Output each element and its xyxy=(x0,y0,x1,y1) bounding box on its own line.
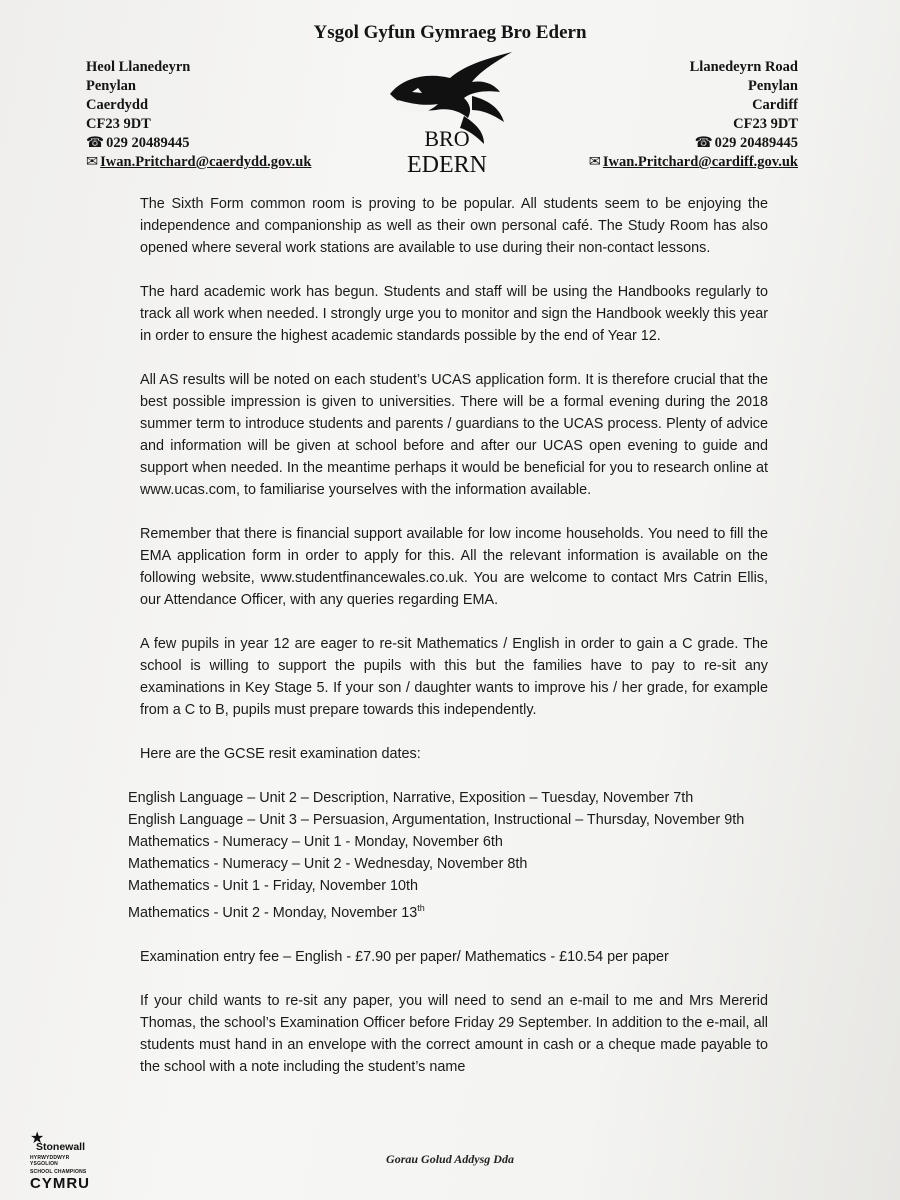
phone-number: 029 20489445 xyxy=(714,135,798,151)
email-link[interactable]: Iwan.Pritchard@caerdydd.gov.uk xyxy=(100,154,312,170)
stonewall-sub-english: SCHOOL CHAMPIONS xyxy=(30,1169,87,1175)
stonewall-name: Stonewall xyxy=(36,1141,86,1153)
address-line: Cardiff xyxy=(752,97,798,113)
address-line: Penylan xyxy=(86,78,136,94)
stonewall-country: CYMRU xyxy=(30,1175,90,1192)
exam-date-item xyxy=(128,897,768,924)
logo-text-bro: BRO xyxy=(424,126,470,151)
dates-intro: Here are the GCSE resit examination dates: xyxy=(140,746,421,762)
logo-text-edern: EDERN xyxy=(407,152,487,178)
address-line: CF23 9DT xyxy=(86,116,151,132)
address-line: Llanedeyrn Road xyxy=(689,59,798,75)
exam-date-item: English Language – Unit 3 – Persuasion, Argumentation, Instructional – Thursday, November 9th xyxy=(128,812,745,828)
mail-icon: ✉ xyxy=(86,154,99,170)
address-line: Caerdydd xyxy=(86,97,149,113)
paragraph-ema: Remember that there is financial support available for low income households. You need to fill the EMA application form in order to apply for this. All the relevant information is available on the following website, www.studentfinancewales.co.uk. You are welcome to contact Mrs Catrin Ellis, our Attendance Officer, with any queries regarding EMA. xyxy=(140,526,768,608)
paragraph-resit: A few pupils in year 12 are eager to re-sit Mathematics / English in order to gain a C grade. The school is willing to support the pupils with this but the families have to pay to re-sit any examinations in Key Stage 5. If your son / daughter wants to improve his / her grade, for example from a C to B, pupils must prepare towards this independently. xyxy=(140,636,768,718)
school-motto: Gorau Golud Addysg Dda xyxy=(386,1152,514,1166)
letter-body xyxy=(128,193,768,1100)
exam-date-item: Mathematics - Numeracy – Unit 1 - Monday, November 6th xyxy=(128,834,503,850)
welsh-address-block xyxy=(86,58,311,172)
phone-line xyxy=(589,134,798,153)
phone-line xyxy=(86,134,311,153)
paragraph-common-room: The Sixth Form common room is proving to be popular. All students seem to be enjoying the independence and companionship as well as their own personal café. The Study Room has also opened where several work stations are available to use during their non-contact lessons. xyxy=(140,196,768,256)
entry-fee: Examination entry fee – English - £7.90 per paper/ Mathematics - £10.54 per paper xyxy=(140,948,669,965)
telephone-icon: ☎ xyxy=(694,135,713,151)
paragraph-handbooks: The hard academic work has begun. Students and staff will be using the Handbooks regularly to track all work when needed. I strongly urge you to monitor and sign the Handbook weekly this year in order to ensure the highest academic standards possible by the end of Year 12. xyxy=(140,284,768,344)
email-link[interactable]: Iwan.Pritchard@cardiff.gov.uk xyxy=(602,154,798,170)
exam-date-item: English Language – Unit 2 – Description, Narrative, Exposition – Tuesday, November 7th xyxy=(128,790,694,806)
bro-edern-logo xyxy=(372,44,522,184)
paragraph-resit-instructions: If your child wants to re-sit any paper, you will need to send an e-mail to me and Mrs Mererid Thomas, the school’s Examination Officer before Friday 29 September. In addition to the e-mail, all students must hand in an envelope with the correct amount in cash or a cheque made payable to the school with a note including the student’s name xyxy=(140,992,768,1075)
english-address-block xyxy=(589,58,798,172)
stonewall-sub-welsh: HYRWYDDWYR YSGOLION xyxy=(30,1155,70,1167)
address-line: Penylan xyxy=(748,78,798,94)
star-icon: ★ xyxy=(30,1130,45,1147)
address-line: Heol Llanedeyrn xyxy=(86,59,191,75)
exam-dates-list xyxy=(128,787,768,924)
school-name: Ysgol Gyfun Gymraeg Bro Edern xyxy=(313,22,587,43)
exam-date-item: Mathematics - Unit 1 - Friday, November 10th xyxy=(128,878,419,894)
email-line xyxy=(589,153,798,172)
exam-date-text: Mathematics - Unit 2 - Monday, November 13 xyxy=(128,904,418,921)
paragraph-ucas: All AS results will be noted on each student’s UCAS application form. It is therefore crucial that the best possible impression is given to universities. There will be a formal evening during the 2018 summer term to introduce students and parents / guardians to the UCAS process. Plenty of advice and information will be given at school before and after our UCAS open evening to guide and support when needed. In the meantime perhaps it would be beneficial for you to research online at www.ucas.com, to familiarise yourselves with the information available. xyxy=(140,372,768,498)
mail-icon: ✉ xyxy=(588,154,601,170)
email-line xyxy=(86,153,311,172)
phone-number: 029 20489445 xyxy=(106,135,190,151)
telephone-icon: ☎ xyxy=(86,135,105,151)
exam-date-item: Mathematics - Numeracy – Unit 2 - Wednesday, November 8th xyxy=(128,856,528,872)
address-line: CF23 9DT xyxy=(733,116,798,132)
ordinal-suffix: th xyxy=(417,903,425,913)
